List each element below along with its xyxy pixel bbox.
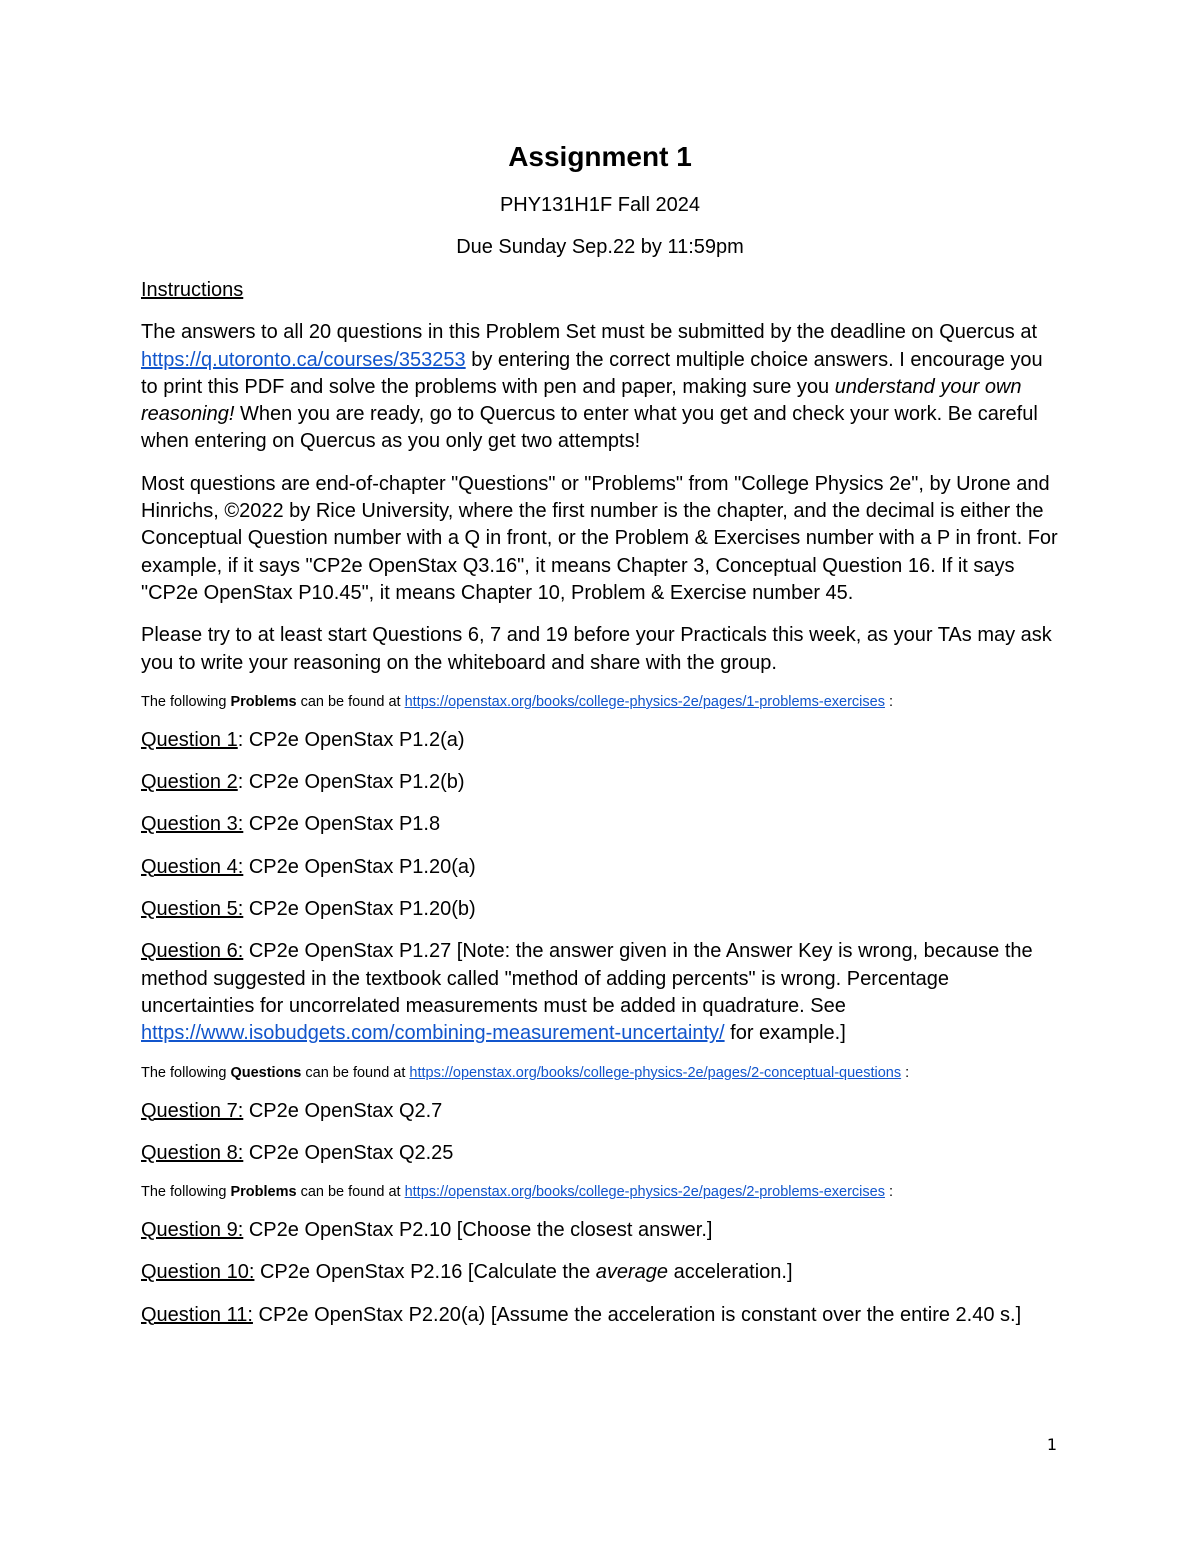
question-label: Question 8: (141, 1141, 244, 1164)
question-6: Question 6: CP2e OpenStax P1.27 [Note: the answer given in the Answer Key is wrong, because the method suggested in the textbook called "method of adding percents" is wrong. Percentage uncertainties for uncorrelated measurements must be added in quadrature. See https://www.isobudgets.com/combining-measurement-uncertainty/ for example.] (141, 940, 1033, 1045)
instructions-paragraph-3: Please try to at least start Questions 6, 7 and 19 before your Practicals this week, as your TAs may ask you to write your reasoning on the whiteboard and share with the group. (141, 624, 1052, 674)
section-1-intro: The following Problems can be found at https://openstax.org/books/college-physics-2e/pages/1-problems-exercises : (141, 693, 894, 710)
section-3-link[interactable]: https://openstax.org/books/college-physics-2e/pages/2-problems-exercises (404, 1184, 885, 1201)
question-1: Question 1: CP2e OpenStax P1.2(a) (141, 728, 465, 751)
question-9: Question 9: CP2e OpenStax P2.10 [Choose the closest answer.] (141, 1219, 713, 1242)
due-date: Due Sunday Sep.22 by 11:59pm (456, 236, 744, 258)
document-body (141, 277, 1061, 1344)
instructions-heading: Instructions (141, 279, 244, 301)
question-8: Question 8: CP2e OpenStax Q2.25 (141, 1141, 454, 1164)
course-code: PHY131H1F Fall 2024 (499, 194, 701, 216)
question-label: Question 7: (141, 1099, 244, 1122)
question-2: Question 2: CP2e OpenStax P1.2(b) (141, 771, 465, 794)
instructions-paragraph-1: The answers to all 20 questions in this Problem Set must be submitted by the deadline on Quercus at https://q.utoronto.ca/courses/353253 by entering the correct multiple choice answers. I encourage you to print this PDF and solve the problems with pen and paper, making sure you understand your own reasoning! When you are ready, go to Quercus to enter what you get and check your work. Be careful when entering on Quercus as you only get two attempts! (141, 321, 1043, 453)
question-10: Question 10: CP2e OpenStax P2.16 [Calculate the average acceleration.] (141, 1261, 793, 1284)
question-label: Question 11: (141, 1303, 253, 1326)
question-label: Question 2 (141, 771, 238, 794)
isobudgets-link[interactable]: https://www.isobudgets.com/combining-measurement-uncertainty/ (141, 1022, 725, 1045)
section-1-link[interactable]: https://openstax.org/books/college-physics-2e/pages/1-problems-exercises (404, 693, 885, 710)
question-label: Question 9: (141, 1219, 244, 1242)
question-3: Question 3: CP2e OpenStax P1.8 (141, 813, 441, 836)
question-5: Question 5: CP2e OpenStax P1.20(b) (141, 898, 476, 921)
question-7: Question 7: CP2e OpenStax Q2.7 (141, 1099, 443, 1122)
question-label: Question 4: (141, 855, 244, 878)
question-label: Question 6: (141, 940, 244, 963)
section-2-link[interactable]: https://openstax.org/books/college-physics-2e/pages/2-conceptual-questions (409, 1064, 902, 1081)
question-label: Question 5: (141, 898, 244, 921)
section-2-intro: The following Questions can be found at https://openstax.org/books/college-physics-2e/pages/2-conceptual-questions : (141, 1064, 910, 1081)
question-11: Question 11: CP2e OpenStax P2.20(a) [Assume the acceleration is constant over the entire 2.40 s.] (141, 1303, 1022, 1326)
quercus-link[interactable]: https://q.utoronto.ca/courses/353253 (141, 348, 466, 371)
question-label: Question 10: (141, 1261, 255, 1284)
instructions-paragraph-2: Most questions are end-of-chapter "Questions" or "Problems" from "College Physics 2e", by Urone and Hinrichs, ©2022 by Rice University, where the first number is the chapter, and the decimal is either the Conceptual Question number with a Q in front, or the Problem & Exercises number with a P in front. For example, if it says "CP2e OpenStax Q3.16", it means Chapter 3, Conceptual Question 16. If it says "CP2e OpenStax P10.45", it means Chapter 10, Problem & Exercise number 45. (141, 472, 1058, 604)
section-3-intro: The following Problems can be found at https://openstax.org/books/college-physics-2e/pages/2-problems-exercises : (141, 1184, 894, 1201)
question-4: Question 4: CP2e OpenStax P1.20(a) (141, 855, 476, 878)
page-number: 1 (1046, 1435, 1057, 1454)
question-label: Question 3: (141, 813, 244, 836)
document-title: Assignment 1 (508, 141, 692, 172)
question-label: Question 1 (141, 728, 238, 751)
